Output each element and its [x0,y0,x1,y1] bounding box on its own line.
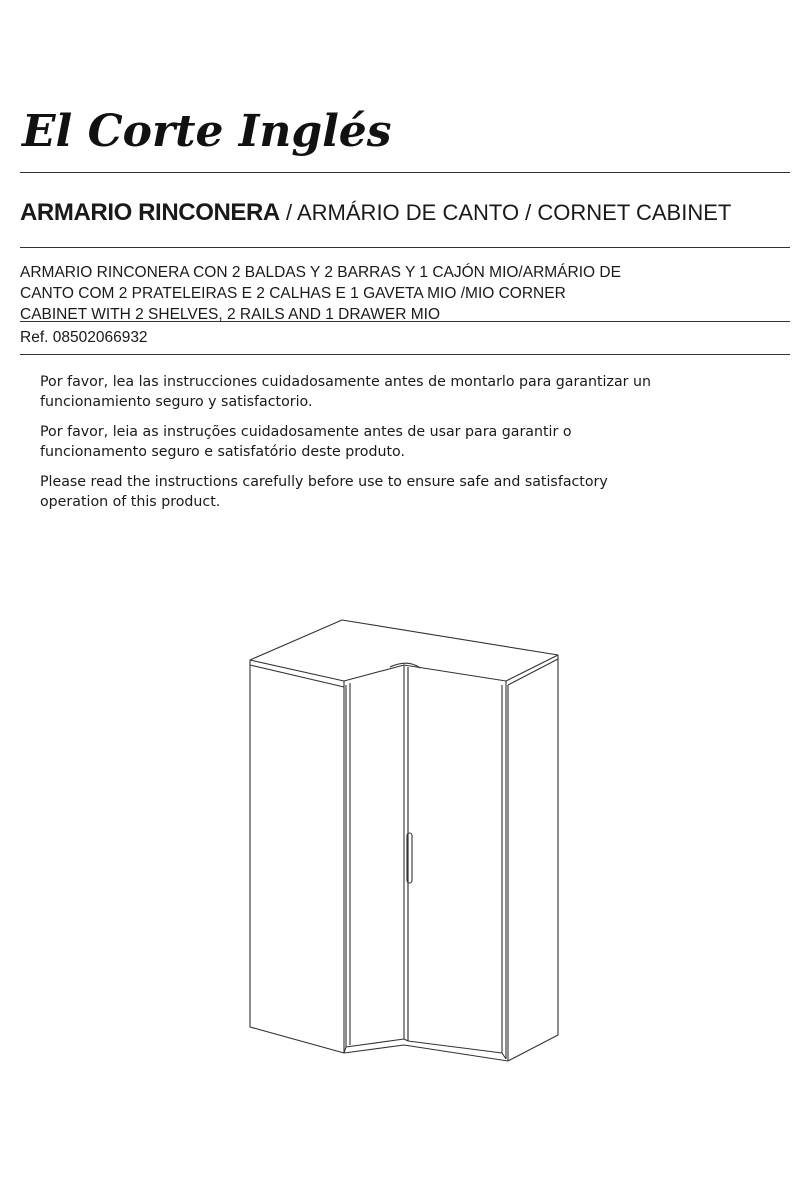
divider-reference [20,354,790,355]
safety-instructions [40,372,660,522]
instructions-english: Please read the instructions carefully before use to ensure safe and satisfactory operation of this product. [40,474,608,510]
title-main: ARMARIO RINCONERA [20,199,280,226]
brand-logo-icon [20,96,392,166]
corner-cabinet-drawing [240,615,570,1080]
instructions-portuguese: Por favor, leia as instruções cuidadosamente antes de usar para garantir o funcionamento seguro e satisfatório deste produto. [40,424,572,460]
cabinet-top-edge-right [508,655,558,685]
page-title [20,196,790,230]
cabinet-bottom-left [344,1039,506,1059]
product-description [20,262,700,325]
title-translations: / ARMÁRIO DE CANTO / CORNET CABINET [279,200,732,225]
svg-text:El Corte Inglés: El Corte Inglés [22,106,392,157]
reference-number: Ref. 08502066932 [20,329,148,346]
instructions-spanish: Por favor, lea las instrucciones cuidadosamente antes de montarlo para garantizar un funcionamiento seguro y satisfactorio. [40,374,651,410]
description-line-1: ARMARIO RINCONERA CON 2 BALDAS Y 2 BARRAS Y 1 CAJÓN MIO/ARMÁRIO DE [20,264,621,281]
divider-top [20,172,790,173]
cabinet-top-edge-left [250,660,344,687]
description-line-3: CABINET WITH 2 SHELVES, 2 RAILS AND 1 DRAWER MIO [20,306,441,323]
description-line-2: CANTO COM 2 PRATELEIRAS E 2 CALHAS E 1 GAVETA MIO /MIO CORNER [20,285,566,302]
cabinet-bottom-left-base [344,1045,508,1061]
brand-logo [20,96,392,166]
divider-description [20,321,790,322]
divider-title [20,247,790,248]
cabinet-left-side [250,665,344,1053]
cabinet-right-side [508,659,558,1061]
